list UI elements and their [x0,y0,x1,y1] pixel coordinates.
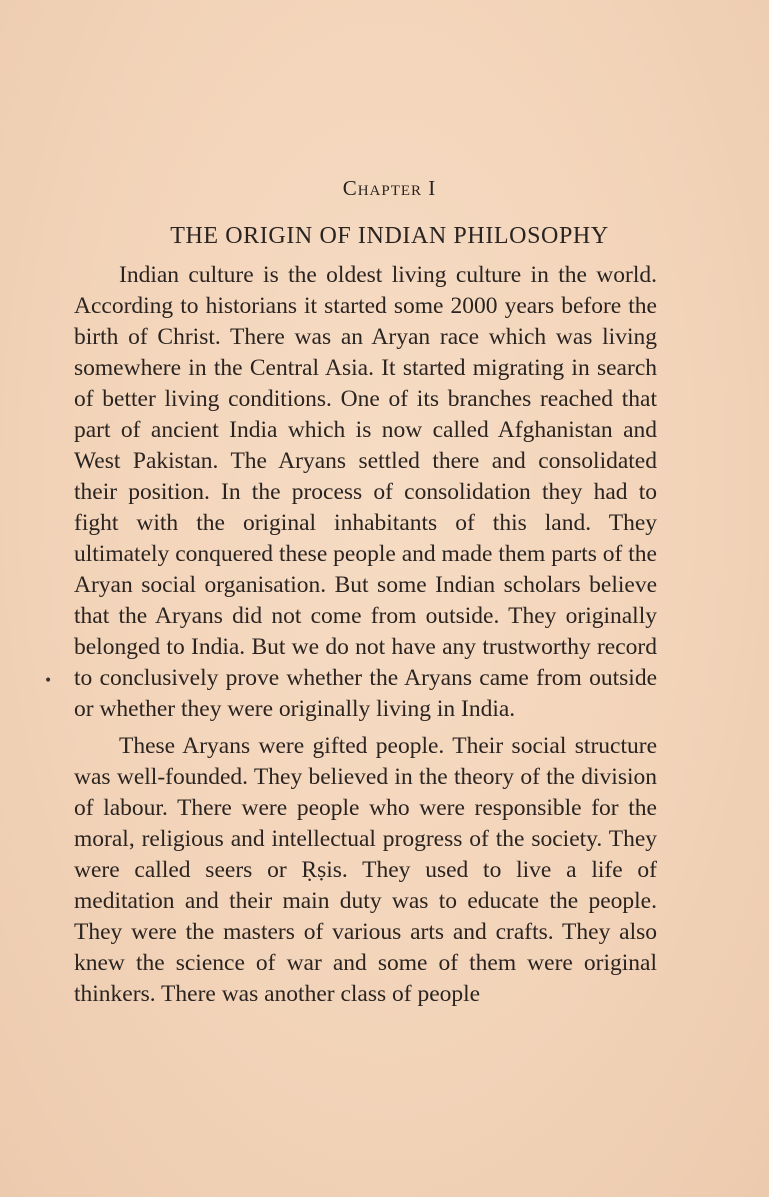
body-text [74,260,657,1010]
chapter-title: THE ORIGIN OF INDIAN PHILOSOPHY [170,223,609,249]
paragraph-2: These Aryans were gifted people. Their social structure was well-founded. They believed in the theory of the division of labour. There were people who were responsible for the moral, religious and intellectual progress of the society. They were called seers or Ṛṣis. They used to live a life of meditation and their main duty was to educate the people. They were the masters of various arts and crafts. They also knew the science of war and some of them were original thinkers. There was another class of people [74,733,657,1007]
margin-mark-icon: • [44,673,53,689]
paragraph-1: Indian culture is the oldest living culture in the world. According to historians it started some 2000 years before the birth of Christ. There was an Aryan race which was living somewhere in the Central Asia. It started migrating in search of better living conditions. One of its branches reached that part of ancient India which is now called Afghanistan and West Pakistan. The Aryans settled there and consolidated their position. In the process of consolidation they had to fight with the original inhabitants of this land. They ultimately conquered these people and made them parts of the Aryan social organisation. But some Indian scholars believe that the Aryans did not come from outside. They originally belonged to India. But we do not have any trustworthy record to conclusively prove whether the Aryans came from outside or whether they were originally living in India. [74,262,657,722]
chapter-label: Chapter I [342,176,437,200]
